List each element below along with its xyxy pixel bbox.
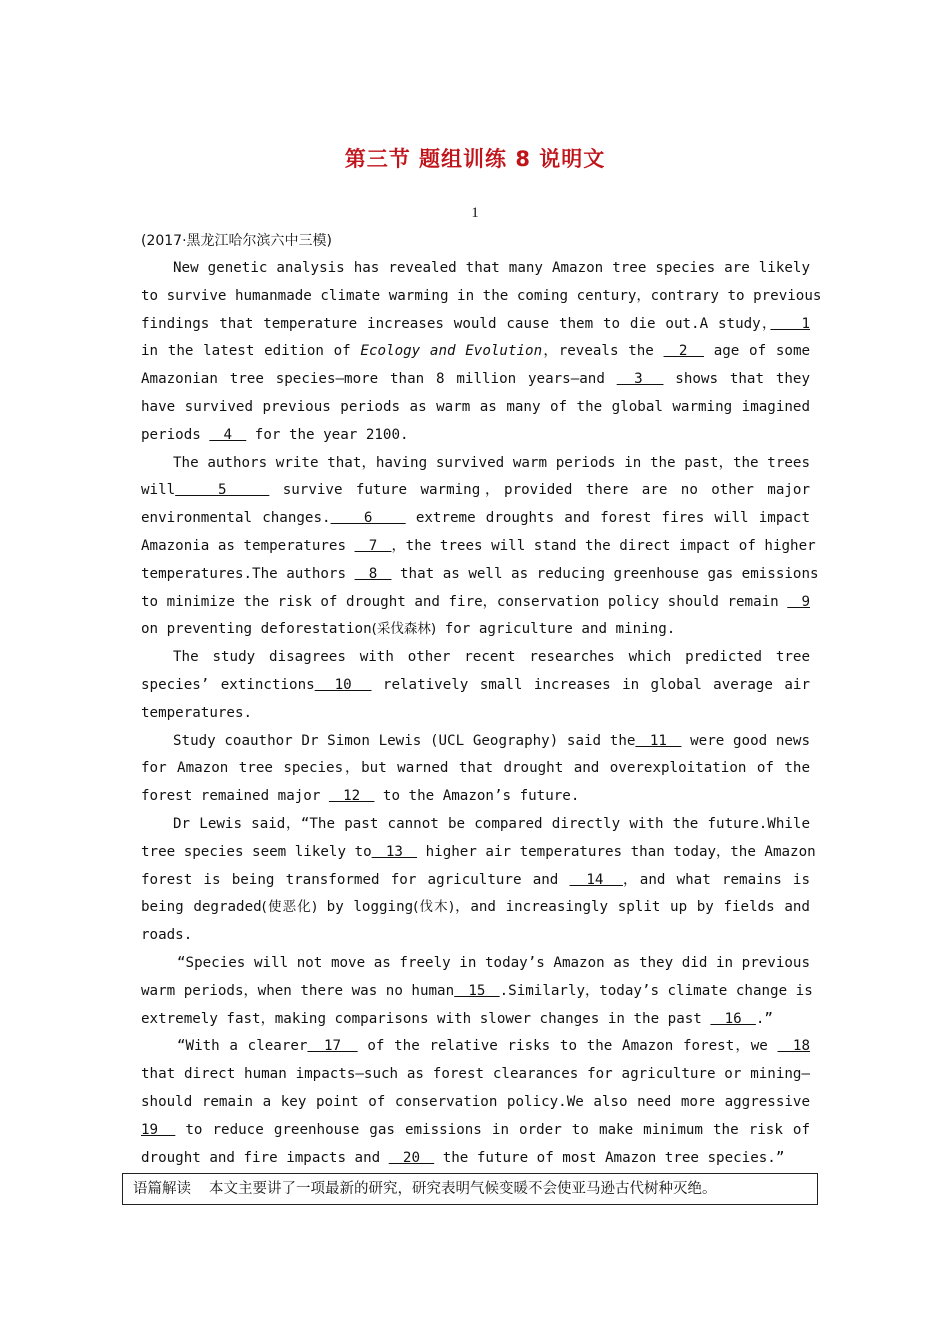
- paragraph-1: [141, 255, 822, 450]
- paragraph-4: [141, 728, 810, 811]
- journal-title: Ecology and Evolution: [360, 343, 543, 360]
- text-span: Study coauthor Dr Simon Lewis (UCL Geography) said the: [173, 732, 636, 749]
- passage-line: [141, 1117, 810, 1145]
- summary-text: 本文主要讲了一项最新的研究，研究表明气候变暖不会使亚马逊古代树种灭绝。: [209, 1181, 717, 1197]
- passage-line: Dr Lewis said，“The past cannot be compared directly with the future.While: [173, 815, 810, 832]
- blank-4[interactable]: 4: [209, 426, 247, 443]
- paragraph-3: [141, 644, 810, 727]
- blank-19[interactable]: 19: [141, 1121, 176, 1138]
- passage-line: “Species will not move as freely in today’s Amazon as they did in previous: [177, 954, 810, 971]
- text-span: warm periods，when there was no human: [141, 982, 455, 999]
- passage-line: [141, 533, 816, 561]
- text-span: .Similarly，today’s climate change is: [499, 982, 813, 999]
- passage-line: [141, 477, 810, 505]
- passage-line: [141, 422, 810, 450]
- text-span: were good news: [681, 732, 811, 749]
- passage-line: The study disagrees with other recent researches which predicted tree: [173, 649, 810, 666]
- passage-line: The authors write that，having survived warm periods in the past，the trees: [173, 454, 810, 471]
- text-span: forest is being transformed for agriculture and: [141, 871, 570, 888]
- blank-5[interactable]: 5: [175, 482, 270, 499]
- text-span: relatively small increases in global average air: [371, 676, 810, 693]
- blank-18[interactable]: 18: [777, 1038, 811, 1055]
- passage-line: [141, 589, 810, 617]
- text-span: that as well as reducing greenhouse gas emissions: [391, 565, 819, 582]
- blank-9[interactable]: 9: [787, 593, 810, 610]
- passage-line: New genetic analysis has revealed that many Amazon tree species are likely: [173, 260, 810, 276]
- passage-line: [141, 366, 810, 394]
- passage-line: [141, 783, 810, 811]
- passage-line: have survived previous periods as warm as many of the global warming imagined: [141, 398, 810, 415]
- passage-line: [141, 338, 810, 366]
- text-span: periods: [141, 426, 210, 443]
- text-span: to the Amazon’s future.: [374, 788, 580, 805]
- passage-summary-box: [122, 1173, 818, 1205]
- question-number: 1: [471, 205, 479, 221]
- summary-label: 语篇解读: [133, 1181, 191, 1197]
- passage-line: [141, 728, 810, 756]
- passage-line: temperatures.: [141, 704, 253, 721]
- text-span: ，reveals the: [542, 343, 664, 360]
- text-span: temperatures.The authors: [141, 565, 355, 582]
- text-span: “With a clearer: [177, 1038, 308, 1055]
- blank-1[interactable]: 1: [770, 315, 811, 332]
- text-span: .”: [755, 1010, 773, 1027]
- blank-20[interactable]: 20: [388, 1149, 435, 1166]
- passage-line: [141, 867, 810, 895]
- blank-3[interactable]: 3: [616, 371, 664, 388]
- blank-13[interactable]: 13: [371, 843, 418, 860]
- text-span: Amazonian tree species—more than 8 million years—and: [141, 371, 617, 388]
- passage-line: [141, 616, 810, 644]
- text-span: extremely fast，making comparisons with slower changes in the past: [141, 1010, 711, 1027]
- text-span: survive future warming，provided there are no other major: [269, 482, 810, 499]
- passage-line: roads.: [141, 927, 193, 944]
- gloss: (使恶化): [261, 899, 318, 916]
- passage: [141, 255, 822, 1172]
- blank-11[interactable]: 11: [635, 732, 682, 749]
- text-span: environmental changes.: [141, 510, 331, 527]
- blank-2[interactable]: 2: [663, 343, 704, 360]
- text-span: by logging: [317, 899, 414, 916]
- text-span: for the year 2100.: [246, 426, 409, 443]
- blank-8[interactable]: 8: [354, 565, 392, 582]
- paragraph-5: [141, 811, 816, 950]
- passage-line: should remain a key point of conservation policy.We also need more aggressive: [141, 1093, 810, 1110]
- blank-7[interactable]: 7: [354, 537, 392, 554]
- passage-line: [141, 1006, 810, 1034]
- text-span: in the latest edition of: [141, 343, 361, 360]
- text-span: higher air temperatures than today，the Amazon: [417, 843, 816, 860]
- text-span: forest remained major: [141, 788, 329, 805]
- gloss: (伐木): [413, 899, 454, 916]
- passage-line: that direct human impacts—such as forest clearances for agriculture or mining—: [141, 1066, 810, 1083]
- passage-line: [141, 978, 813, 1006]
- paragraph-7: [141, 1033, 810, 1172]
- blank-15[interactable]: 15: [454, 982, 500, 999]
- blank-6[interactable]: 6: [330, 510, 406, 527]
- blank-12[interactable]: 12: [328, 788, 375, 805]
- blank-16[interactable]: 16: [710, 1010, 756, 1027]
- passage-line: [141, 505, 810, 533]
- passage-line: [141, 311, 810, 339]
- text-span: extreme droughts and forest fires will impact: [405, 510, 810, 527]
- passage-line: for Amazon tree species，but warned that drought and overexploitation of the: [141, 760, 810, 777]
- text-span: on preventing deforestation: [141, 621, 372, 638]
- blank-17[interactable]: 17: [307, 1038, 358, 1055]
- gloss: (采伐森林): [371, 621, 437, 638]
- text-span: to reduce greenhouse gas emissions in order to make minimum the risk of: [175, 1121, 810, 1138]
- source-note: (2017·黑龙江哈尔滨六中三模): [141, 233, 333, 249]
- text-span: to minimize the risk of drought and fire，conservation policy should remain: [141, 593, 788, 610]
- text-span: shows that they: [663, 371, 811, 388]
- paragraph-2: [141, 450, 819, 645]
- text-span: species’ extinctions: [141, 676, 315, 693]
- text-span: tree species seem likely to: [141, 843, 372, 860]
- passage-line: to survive humanmade climate warming in the coming century，contrary to previous: [141, 287, 822, 304]
- text-span: ，the trees will stand the direct impact of higher: [391, 537, 816, 554]
- passage-line: [141, 561, 819, 589]
- section-title: 第三节 题组训练 8 说明文: [344, 147, 606, 171]
- text-span: the future of most Amazon tree species.”: [434, 1149, 785, 1166]
- passage-line: [141, 894, 810, 922]
- passage-line: [141, 1033, 810, 1061]
- text-span: Amazonia as temperatures: [141, 537, 355, 554]
- passage-line: [141, 839, 816, 867]
- text-span: will: [141, 482, 176, 499]
- passage-line: [141, 1145, 810, 1173]
- text-span: of the relative risks to the Amazon forest，we: [357, 1038, 778, 1055]
- text-span: findings that temperature increases would cause them to die out.A study，: [141, 315, 771, 332]
- blank-10[interactable]: 10: [314, 676, 372, 693]
- text-span: age of some: [704, 343, 811, 360]
- text-span: for agriculture and mining.: [436, 621, 676, 638]
- text-span: ，and increasingly split up by fields and: [453, 899, 810, 916]
- text-span: drought and fire impacts and: [141, 1149, 389, 1166]
- text-span: being degraded: [141, 899, 262, 916]
- paragraph-6: [141, 950, 813, 1033]
- blank-14[interactable]: 14: [569, 871, 623, 888]
- text-span: ，and what remains is: [622, 871, 811, 888]
- passage-line: [141, 672, 810, 700]
